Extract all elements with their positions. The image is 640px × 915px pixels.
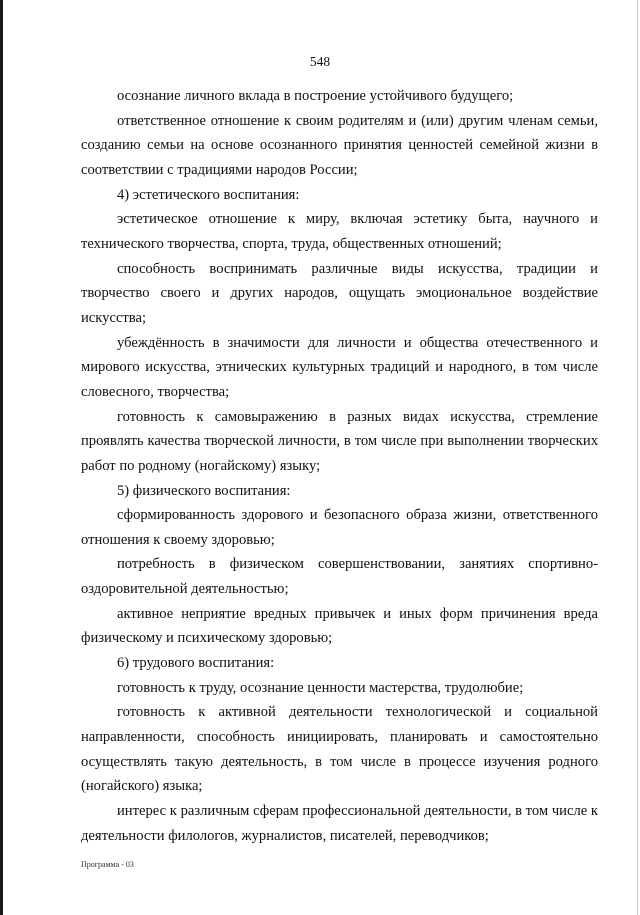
section-heading: 5) физического воспитания:	[117, 482, 291, 499]
paragraph: сформированность здорового и безопасного образа жизни, ответственного отношения к своему здоровью;	[81, 507, 598, 548]
paragraph: готовность к труду, осознание ценности мастерства, трудолюбие;	[117, 679, 524, 696]
footer-label: Программа - 03	[81, 860, 134, 869]
paragraph: интерес к различным сферам профессиональной деятельности, в том числе к деятельности филологов, журналистов, писателей, переводчиков;	[81, 803, 598, 844]
paragraph: активное неприятие вредных привычек и иных форм причинения вреда физическому и психическому здоровью;	[81, 605, 598, 647]
paragraph: осознание личного вклада в построение устойчивого будущего;	[117, 88, 514, 104]
paragraph: готовность к активной деятельности технологической и социальной направленности, способность инициировать, планировать и самостоятельно осуществлять такую деятельность, в том числе в процессе изучения родного (ногайского) языка;	[81, 704, 598, 795]
document-body	[81, 84, 598, 848]
paragraph: потребность в физическом совершенствовании, занятиях спортивно-оздоровительной деятельностью;	[81, 556, 598, 598]
scan-edge-left	[0, 0, 3, 915]
page-number: 548	[309, 54, 331, 69]
section-heading: 6) трудового воспитания:	[117, 655, 275, 672]
paragraph: способность воспринимать различные виды искусства, традиции и творчество своего и других народов, ощущать эмоциональное воздействие искусства;	[81, 260, 598, 326]
paragraph: эстетическое отношение к миру, включая эстетику быта, научного и технического творчества, спорта, труда, общественных отношений;	[81, 211, 598, 252]
section-heading: 4) эстетического воспитания:	[117, 186, 300, 203]
paragraph: убеждённость в значимости для личности и общества отечественного и мирового искусства, этнических культурных традиций и народного, в том числе словесного, творчества;	[81, 334, 598, 400]
scan-edge-right	[637, 0, 638, 915]
paragraph: готовность к самовыражению в разных видах искусства, стремление проявлять качества творческой личности, в том числе при выполнении творческих работ по родному (ногайскому) языку;	[81, 408, 598, 474]
paragraph: ответственное отношение к своим родителям и (или) другим членам семьи, созданию семьи на основе осознанного принятия ценностей семейной жизни в соответствии с традициями народов России;	[81, 112, 598, 178]
